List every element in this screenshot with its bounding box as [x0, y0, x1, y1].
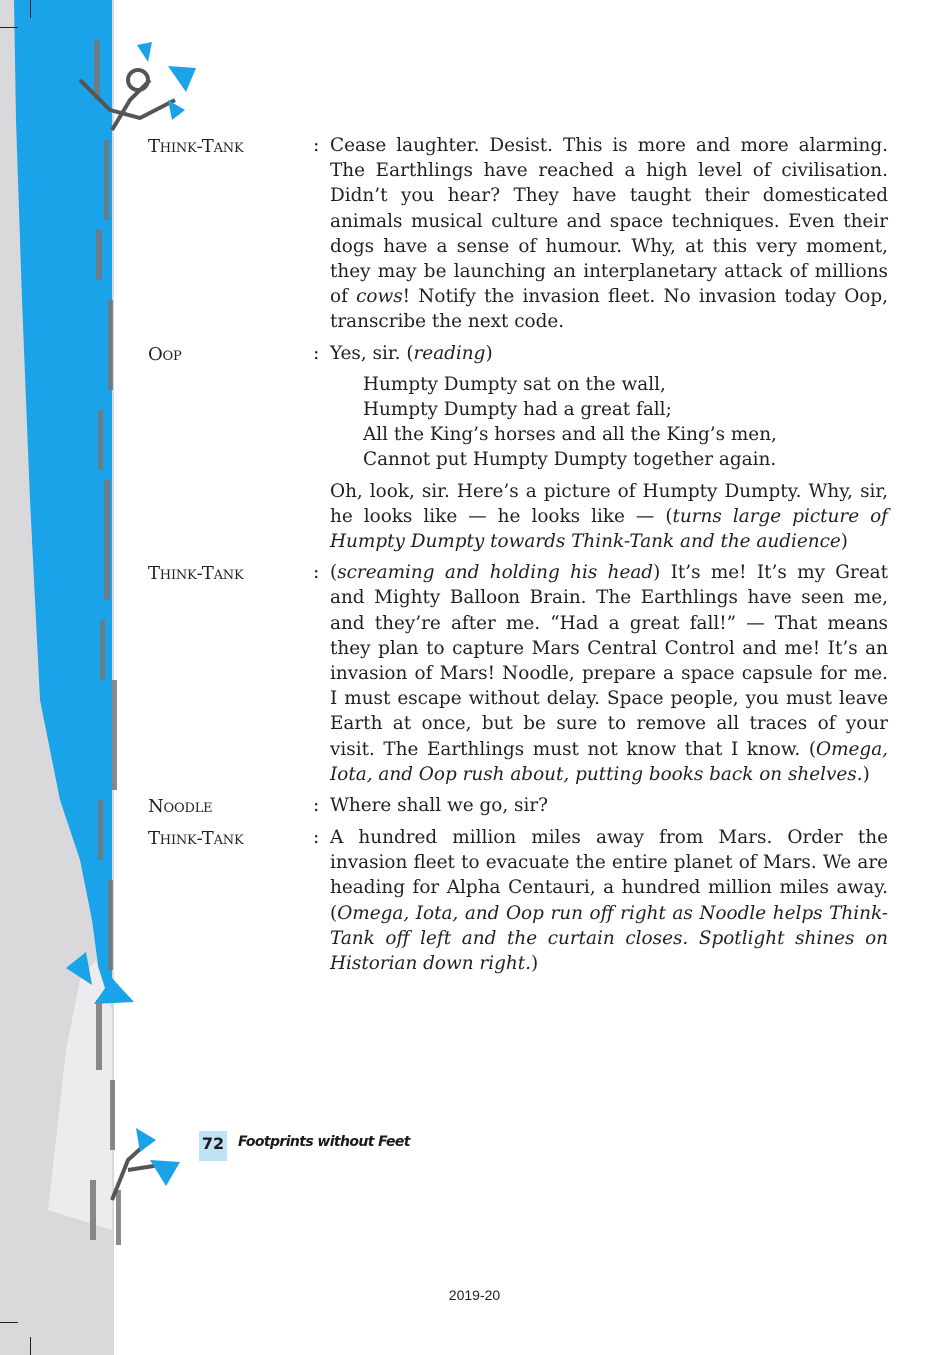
dialogue-text: A hundred million miles away from Mars. Order the invasion fleet to evacuate the entire planet of Mars. We are heading for Alpha Centauri, a hundred million miles away. ( [330, 827, 888, 924]
rhyme-line: All the King’s horses and all the King’s men, [363, 424, 777, 446]
dialogue-entry [148, 825, 888, 976]
dialogue-text: ! Notify the invasion fleet. No invasion today Oop, transcribe the next code. [330, 286, 888, 333]
speech-paragraph [330, 341, 888, 366]
stage-direction: reading [413, 342, 486, 364]
dialogue-text: Oh, look, sir. Here’s a picture of Humpty Dumpty. Why, sir, he looks like — he looks like — ( [330, 480, 888, 527]
speaker-name: Oop [148, 343, 182, 365]
bottom-leaf-2 [150, 1160, 180, 1186]
crop-mark [30, 0, 31, 18]
dialogue-entry [148, 133, 888, 335]
book-title: Footprints without Feet [238, 1134, 410, 1150]
page-number: 72 [201, 1134, 225, 1153]
speaker-separator: : [313, 341, 320, 364]
speech-paragraph [330, 825, 888, 976]
speech-paragraph [330, 479, 888, 555]
top-leaf-1 [137, 42, 152, 62]
edition-year: 2019-20 [448, 1287, 501, 1303]
dialogue-text: ) [485, 342, 493, 364]
stage-direction: Omega, Iota, and Oop rush about, putting books back on shelves. [330, 738, 888, 785]
dialogue-text: ) [840, 531, 848, 553]
play-dialogue [148, 133, 888, 982]
crop-mark [0, 1322, 18, 1323]
speaker-name: Think-Tank [148, 136, 244, 157]
speaker-name: Think-Tank [148, 828, 244, 850]
rhyme-line: Humpty Dumpty had a great fall; [363, 399, 672, 421]
top-leaf-3 [168, 100, 185, 120]
crop-mark [30, 1337, 31, 1355]
dialogue-text: ( [330, 562, 338, 584]
stage-direction: cows [356, 286, 403, 308]
rhyme-line: Humpty Dumpty sat on the wall, [363, 373, 666, 395]
dialogue-entry [148, 793, 888, 819]
dialogue-text: ) It’s me! It’s my Great and Mighty Balloon Brain. The Earthlings have seen me, and they’re after me. “Had a great fall!” — That means they plan to capture Mars Central Control and me! It’s an invasion of Mars! Noodle, prepare a space capsule for me. I must escape without delay. Space people, you must leave Earth at once, but be sure to remove all traces of your visit. The Earthlings must not know that I know. ( [330, 562, 888, 760]
speech-paragraph [330, 793, 888, 818]
speaker-separator: : [313, 134, 320, 156]
speaker-separator: : [313, 561, 320, 584]
speech-body [330, 793, 888, 818]
rhyme-line: Cannot put Humpty Dumpty together again. [363, 449, 777, 471]
dialogue-text: Where shall we go, sir? [330, 795, 548, 817]
crop-mark [0, 27, 18, 28]
dialogue-text: ) [862, 763, 870, 785]
speech-paragraph [330, 133, 888, 335]
speaker-separator: : [313, 794, 320, 817]
dialogue-text: ) [530, 953, 539, 975]
dialogue-entry [148, 341, 888, 555]
stage-direction: turns large picture of Humpty Dumpty towards Think-Tank and the audience [330, 505, 888, 553]
speaker-separator: : [313, 826, 320, 849]
stage-direction: screaming and holding his head [337, 562, 654, 584]
dialogue-text: Cease laughter. Desist. This is more and more alarming. The Earthlings have reached a high level of civilisation. Didn’t you hear? They have taught their domesticated animals musical culture and space techniques. Even their dogs have a sense of humour. Why, at this very moment, they may be launching an interplanetary attack of millions of [330, 135, 888, 308]
speech-body [330, 341, 888, 555]
dialogue-entry [148, 560, 888, 787]
speaker-name: Think-Tank [148, 563, 244, 585]
speech-body [330, 560, 888, 787]
speech-paragraph [330, 560, 888, 787]
top-leaf-2 [168, 66, 196, 92]
nursery-rhyme [363, 372, 888, 473]
speech-body [330, 825, 888, 976]
speaker-name: Noodle [148, 796, 213, 818]
stage-direction: Omega, Iota, and Oop run off right as Noodle helps Think-Tank off left and the curtain closes. Spotlight shines on Historian down right. [330, 902, 888, 975]
speech-body [330, 133, 888, 335]
dialogue-text: Yes, sir. ( [330, 342, 414, 364]
